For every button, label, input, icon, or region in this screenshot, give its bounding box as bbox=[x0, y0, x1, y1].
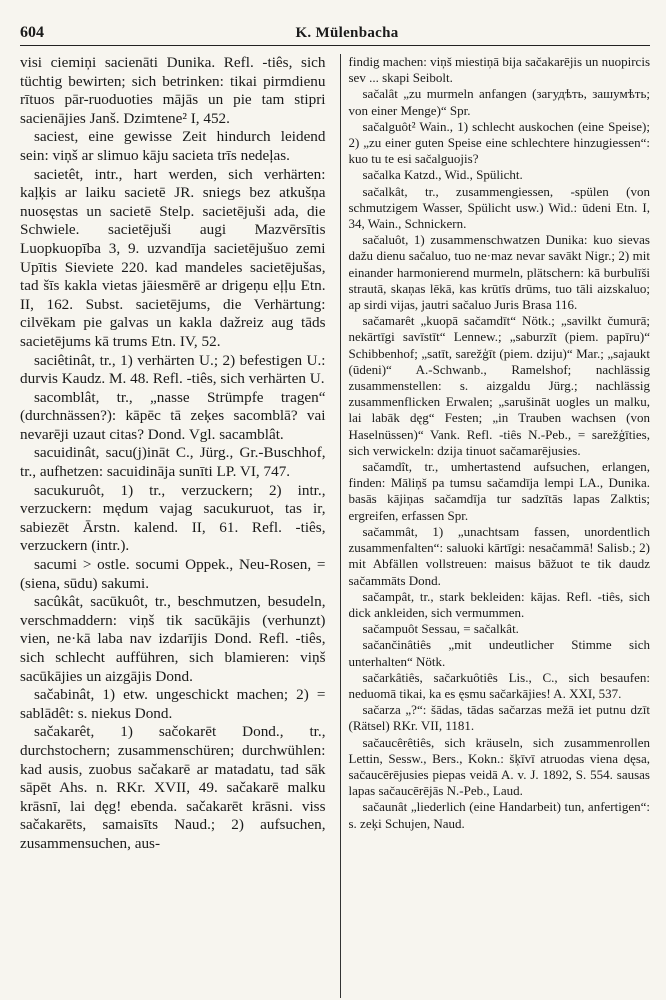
entry-sacaluot: sačaluôt, 1) zusammenschwatzen Dunika: kuo sievas dažu dienu sačaluo, tuo ne·maz nevar savākt Nigr.; 2) mit einander harmonierend murmeln, plätschern: kā burbulīši strautā, skaņas lēkā, kas krūtīs drūms, tuo tāli aizskaluo; ap sirdi vijas, jautri sačaluo Juris Brasa 116. bbox=[348, 232, 650, 313]
entry-sacalkat: sačalkât, tr., zusammengiessen, -spülen (von schmutzigem Wasser, Spülicht usw.) Wid.: ūdeni Etn. I, 34, Wain., Schnickern. bbox=[348, 183, 650, 232]
entry-sacumi: sacumi > ostle. socumi Oppek., Neu-Rosen, = (siena, sūdu) sakumi. bbox=[20, 556, 326, 592]
entry-sacomblat: sacomblât, tr., „nasse Strümpfe tragen“ (durchnässen?): kāpēc tā zeķes sacomblā? vai nevarēji uzaut citas? Dond. Vgl. sacamblât. bbox=[20, 388, 326, 443]
entry-sacuidinat: sacuidinât, sacu(j)ināt C., Jürg., Gr.-Buschhof, tr., aufhetzen: sacuidināja sunīti LP. VI, 747. bbox=[20, 444, 326, 481]
entry-sacaunat: sačaunât „liederlich (eine Handarbeit) tun, anfertigen“: s. zeķi Schujen, Naud. bbox=[348, 799, 650, 831]
entry-sacukuruot: sacukuruôt, 1) tr., verzuckern; 2) intr., verzuckern: mędum vajag sacukuruot, tas ir, sabiezēt Ārstn. kalend. II, 61. Refl. -tiês, verzuckern (intr.). bbox=[20, 481, 326, 555]
entry-sacalka: sačalka Katzd., Wid., Spülicht. bbox=[362, 167, 523, 183]
entry-sacukat: sacûkât, sacūkuôt, tr., beschmutzen, besudeln, verschmaddern: viņš tik sacūkājis (verhunzt) vien, ne·kā laba nav izdarījis Dond. Refl. -tiês, sich schlecht aufführen, sich blamieren: viņš sacūkājies un aizgājis Dond. bbox=[20, 593, 326, 685]
page-header bbox=[20, 24, 650, 46]
entry-sacaucereties: sačaucêrêtiês, sich kräuseln, sich zusammenrollen Lettin, Sessw., Bers., Kokn.: šķīvī atruodas viena dęsa, sačaucērējusies piepas veidā A. v. J. 1892, S. 554. sausas lapas sačaucērējās N.-Peb., Laud. bbox=[348, 734, 650, 799]
entry-sacamdit: sačamdît, tr., umhertastend aufsuchen, erlangen, finden: Māliņš pa tumsu sačamdīja lempi LA., Dunika. basās kājiņas sačamdīja tur sadzītās lapas Zalktis; ergreifen, erfassen Spr. bbox=[348, 459, 650, 523]
entry-sacamaret: sačamarêt „kuopā sačamdīt“ Nötk.; „savilkt čumurā; nekārtīgi savīstīt“ Lennew.; „saburzīt (piem. papīru)“ Schibbenhof; „satīt, sarežģīt (piem. dziju)“ Mar.; „sajaukt (ūdeni)“ A.-Schwanb., Ramelshof; nachlässig zusammenstellen: s. aizgaldu Jürg.; nachlässig zusammenflicken Erwalen; „sarušināt uogles un malku, lai labāk dęg“ Festen; „in Trauben wachsen (von Haselnüssen)“ Vank. Refl. -tiês N.-Peb., = sarežģīties, sich verwickeln: dzija tinuot sačamarējusies. bbox=[348, 313, 650, 458]
entry-continuation: findig machen: viņš miestiņā bija sačakarējis un nuopircis sev ... skapi Seibolt. bbox=[348, 54, 650, 86]
entry-continuation: visi ciemiņi sacienāti Dunika. Refl. -tiês, sich tüchtig bewirten; sich betrinken: tikai pirmdienu rītuos pār-ruoduoties mājās un pie tam stipri sacienājies Janš. Dzimtene² I, 452. bbox=[20, 54, 326, 127]
entry-sacietet: sacietêt, intr., hart werden, sich verhärten: kaļķis ar laiku sacietē JR. sniegs bez atkušņa nuosęstas un sacietē Stelp. sacietējuši ada, die Schwiele. sacietējuši augi Mazvērsītis Luopkuopība 3, 9. uzvandīja sacietējušuo zemi Upītis Sieviete 220. kad mandeles sacietējušas, tad šīs kakla vietas jāiesmērē ar drigeņu eļļu Etn. II, 162. Subst. sacietējums, die Verhärtung: cilvēkam pie galvas un kakla dažreiz aug tāds sacietējums kā trums Etn. IV, 52. bbox=[20, 165, 326, 350]
entry-sacammat: sačammât, 1) „unachtsam fassen, unordentlich zusammenfalten“: saluoki kārtīgi: nesačammā! Salisb.; 2) mit Abfällen vollstreuen: maisus bāžuot te tik daudz sačammāts Dond. bbox=[348, 523, 650, 588]
left-column bbox=[20, 54, 330, 998]
running-title: K. Mülenbacha bbox=[295, 25, 399, 41]
page-number: 604 bbox=[20, 24, 44, 41]
entry-sacampat: sačampât, tr., stark bekleiden: kājas. Refl. -tiês, sich dick ankleiden, sich vermummen. bbox=[348, 588, 650, 620]
right-column bbox=[340, 54, 651, 998]
text-columns bbox=[20, 54, 650, 998]
entry-saciest: saciest, eine gewisse Zeit hindurch leidend sein: viņš ar slimuo kāju sacieta trīs nedeļas. bbox=[20, 128, 326, 164]
entry-sacabinat: sačabinât, 1) etw. ungeschickt machen; 2) = sablādêt: s. niekus Dond. bbox=[20, 686, 326, 722]
entry-sacarkaties: sačarkâtiês, sačarkuôtiês Lis., C., sich besaufen: neduomā tikai, ka es ęsmu sačarkājies! A. XXI, 537. bbox=[348, 669, 650, 701]
entry-sacalat: sačalât „zu murmeln anfangen (загудѣть, зашумѣть; von einer Menge)“ Spr. bbox=[348, 86, 650, 118]
entry-sacakaret: sačakarêt, 1) sačokarēt Dond., tr., durchstochern; zusammenschüren; durchwühlen: kad ausis, zuobus sačakarē ar matadatu, tad sāk sāpēt Ahs. n. RKr. XVII, 49. sačakarē malku krāsnī, lai dęg! ebenda. sačakarēt krāsni. viss sačakarēts, samaisīts Naud.; 2) aufsuchen, zusammensuchen, aus- bbox=[20, 723, 326, 852]
entry-sacancinaties: sačančinâtiês „mit undeutlicher Stimme sich unterhalten“ Nötk. bbox=[348, 637, 650, 669]
entry-sacietinat: saciêtinât, tr., 1) verhärten U.; 2) befestigen U.: durvis Kaudz. M. 48. Refl. -tiês, sich verhärten U. bbox=[20, 351, 326, 388]
entry-sacarza: sačarza „?“: šādas, tādas sačarzas mežā iet putnu dzīt (Rätsel) RKr. VII, 1181. bbox=[348, 702, 650, 734]
entry-sacampuot: sačampuôt Sessau, = sačalkât. bbox=[362, 621, 519, 637]
entry-sacalguot: sačalguôt² Wain., 1) schlecht auskochen (eine Speise); 2) „zu einer guten Speise eine schlechtere hinzugiessen“: kuo tu te esi sačalguojis? bbox=[348, 118, 650, 167]
